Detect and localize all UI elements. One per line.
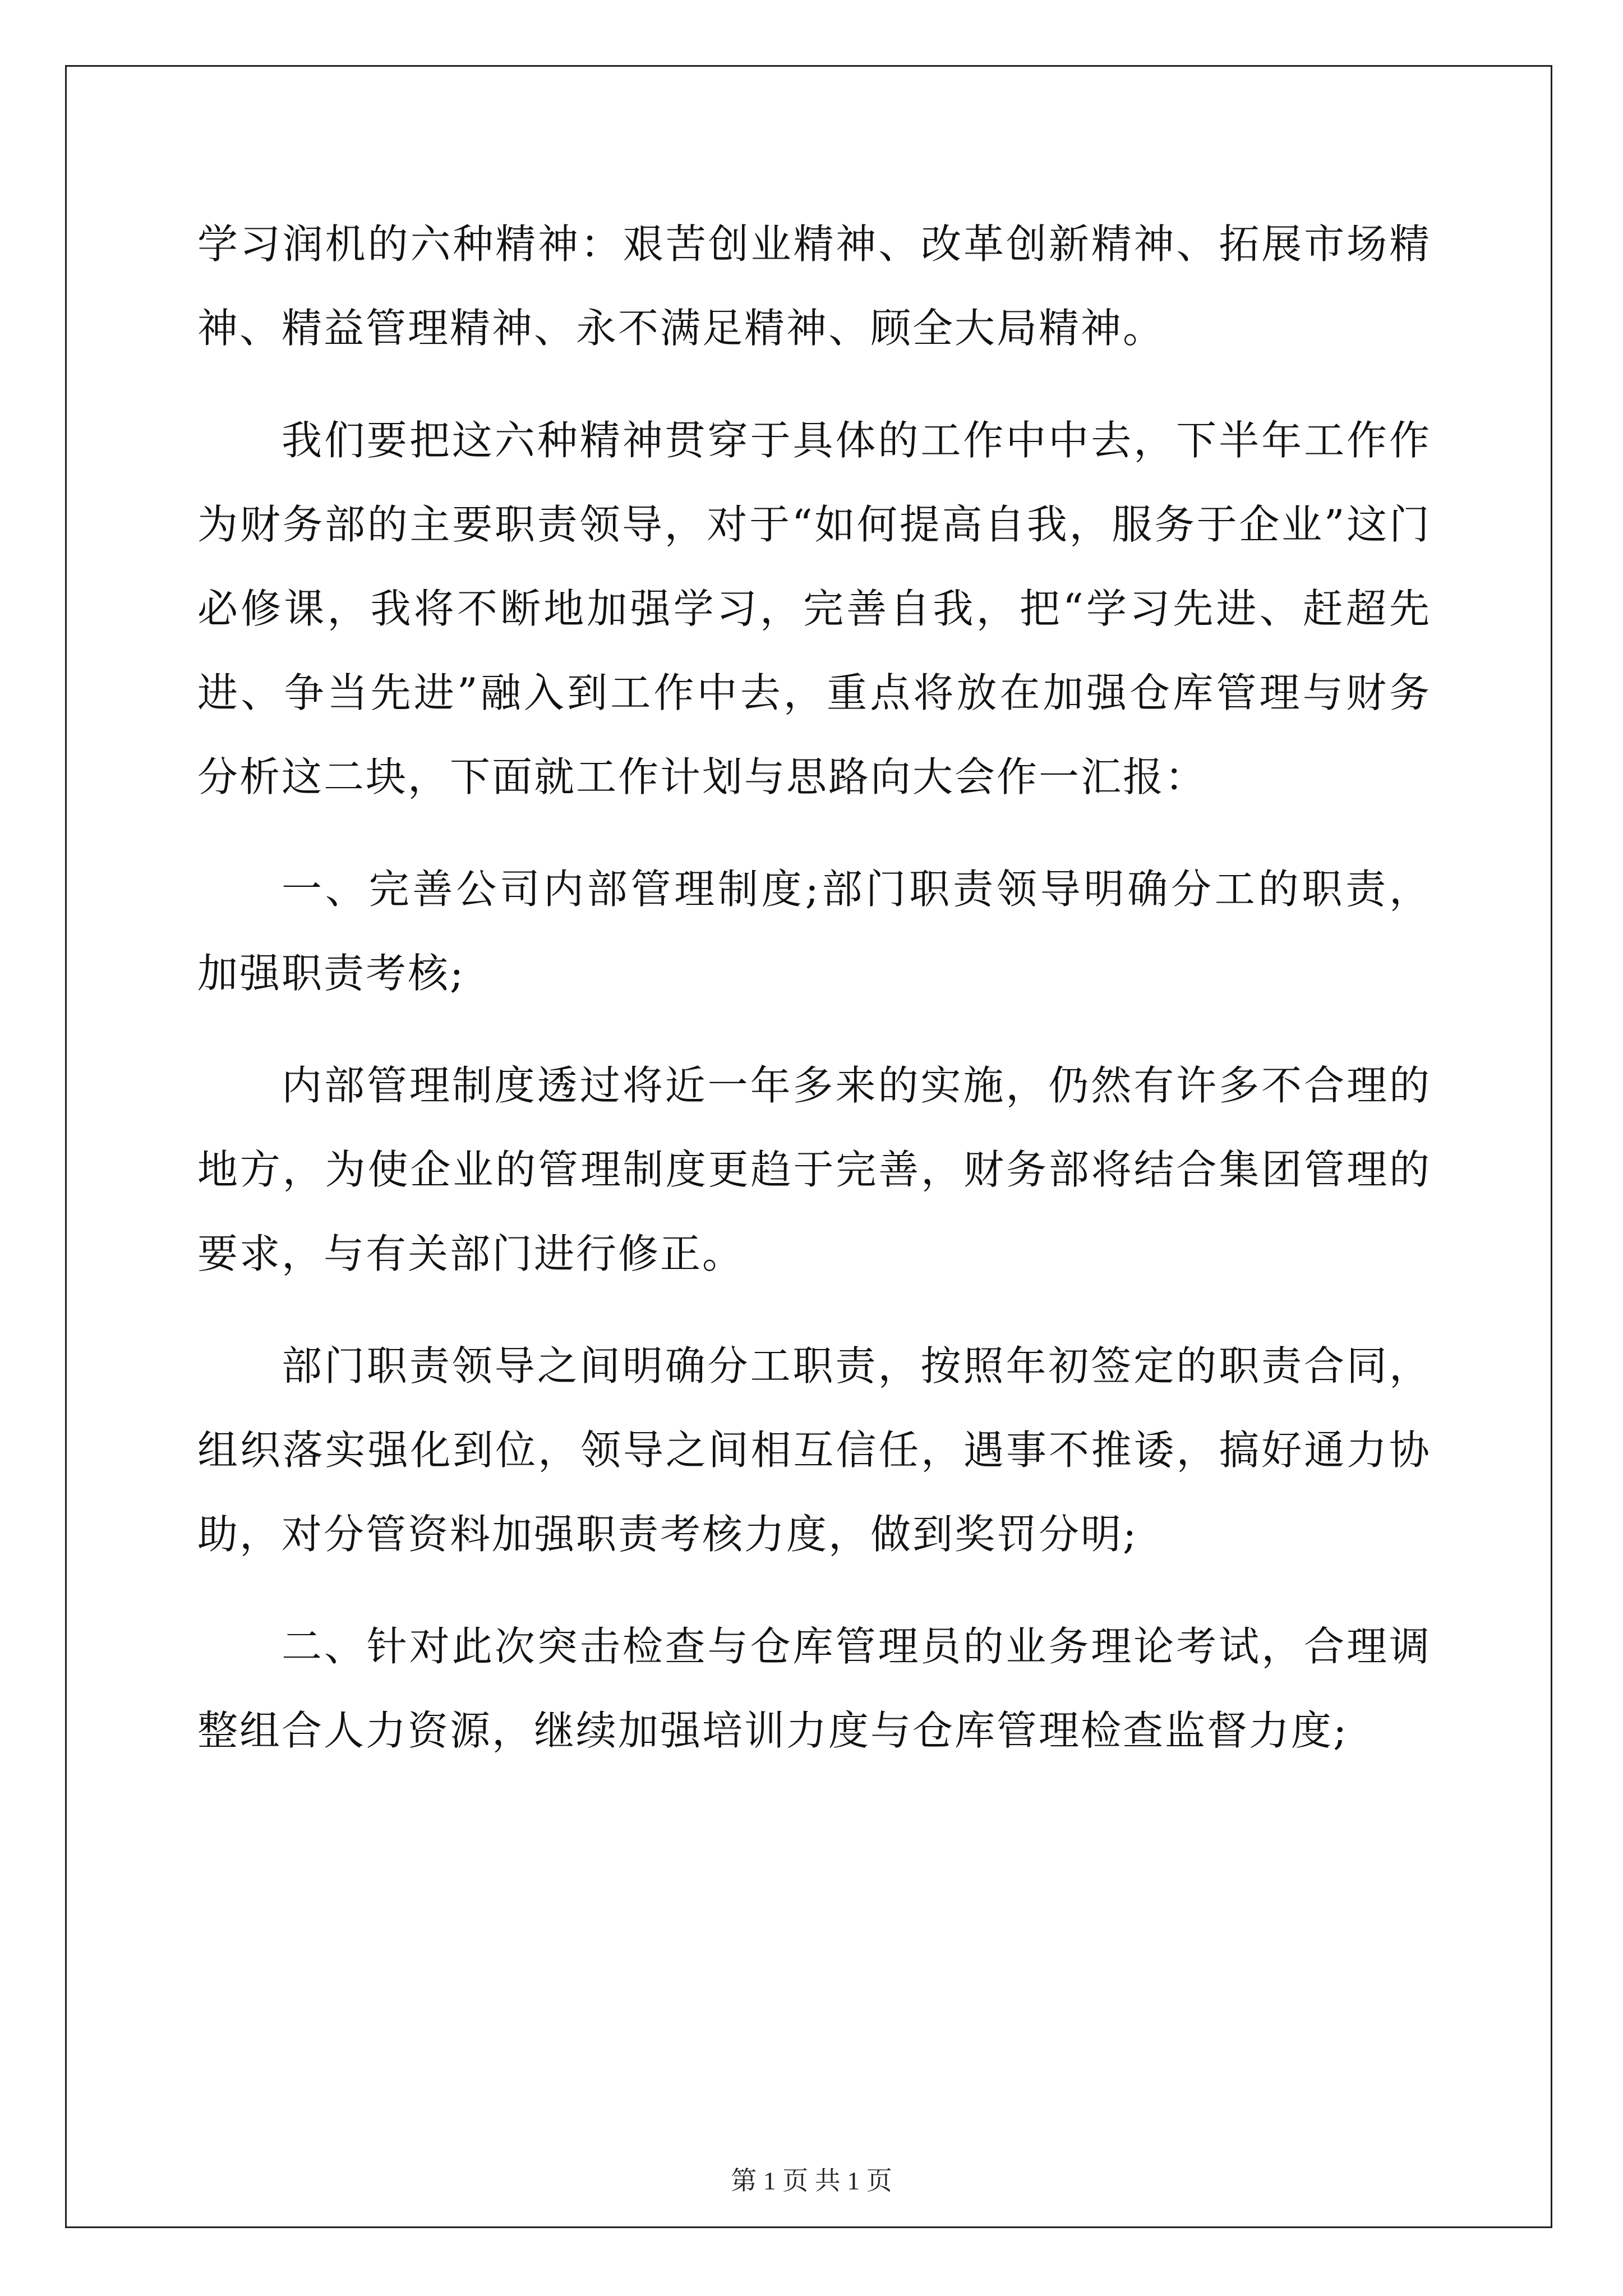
paragraph-6: 二、针对此次突击检查与仓库管理员的业务理论考试，合理调整组合人力资源，继续加强培训力度与仓库管理检查监督力度;: [197, 1623, 1431, 1754]
paragraph-4: 内部管理制度透过将近一年多来的实施，仍然有许多不合理的地方，为使企业的管理制度更趋于完善，财务部将结合集团管理的要求，与有关部门进行修正。: [197, 1062, 1431, 1277]
paragraph-1: 学习润机的六种精神：艰苦创业精神、改革创新精神、拓展市场精神、精益管理精神、永不满足精神、顾全大局精神。: [197, 220, 1431, 352]
page-footer: 第 1 页 共 1 页: [731, 2166, 892, 2195]
paragraph-5: 部门职责领导之间明确分工职责，按照年初签定的职责合同，组织落实强化到位，领导之间相互信任，遇事不推诿，搞好通力协助，对分管资料加强职责考核力度，做到奖罚分明;: [197, 1342, 1431, 1558]
paragraph-2: 我们要把这六种精神贯穿于具体的工作中中去，下半年工作作为财务部的主要职责领导，对于“如何提高自我，服务于企业”这门必修课，我将不断地加强学习，完善自我，把“学习先进、赶超先进、争当先进”融入到工作中去，重点将放在加强仓库管理与财务分析这二块，下面就工作计划与思路向大会作一汇报：: [197, 417, 1431, 800]
paragraph-3: 一、完善公司内部管理制度;部门职责领导明确分工的职责，加强职责考核;: [197, 866, 1431, 997]
document-body: [197, 202, 1431, 1801]
